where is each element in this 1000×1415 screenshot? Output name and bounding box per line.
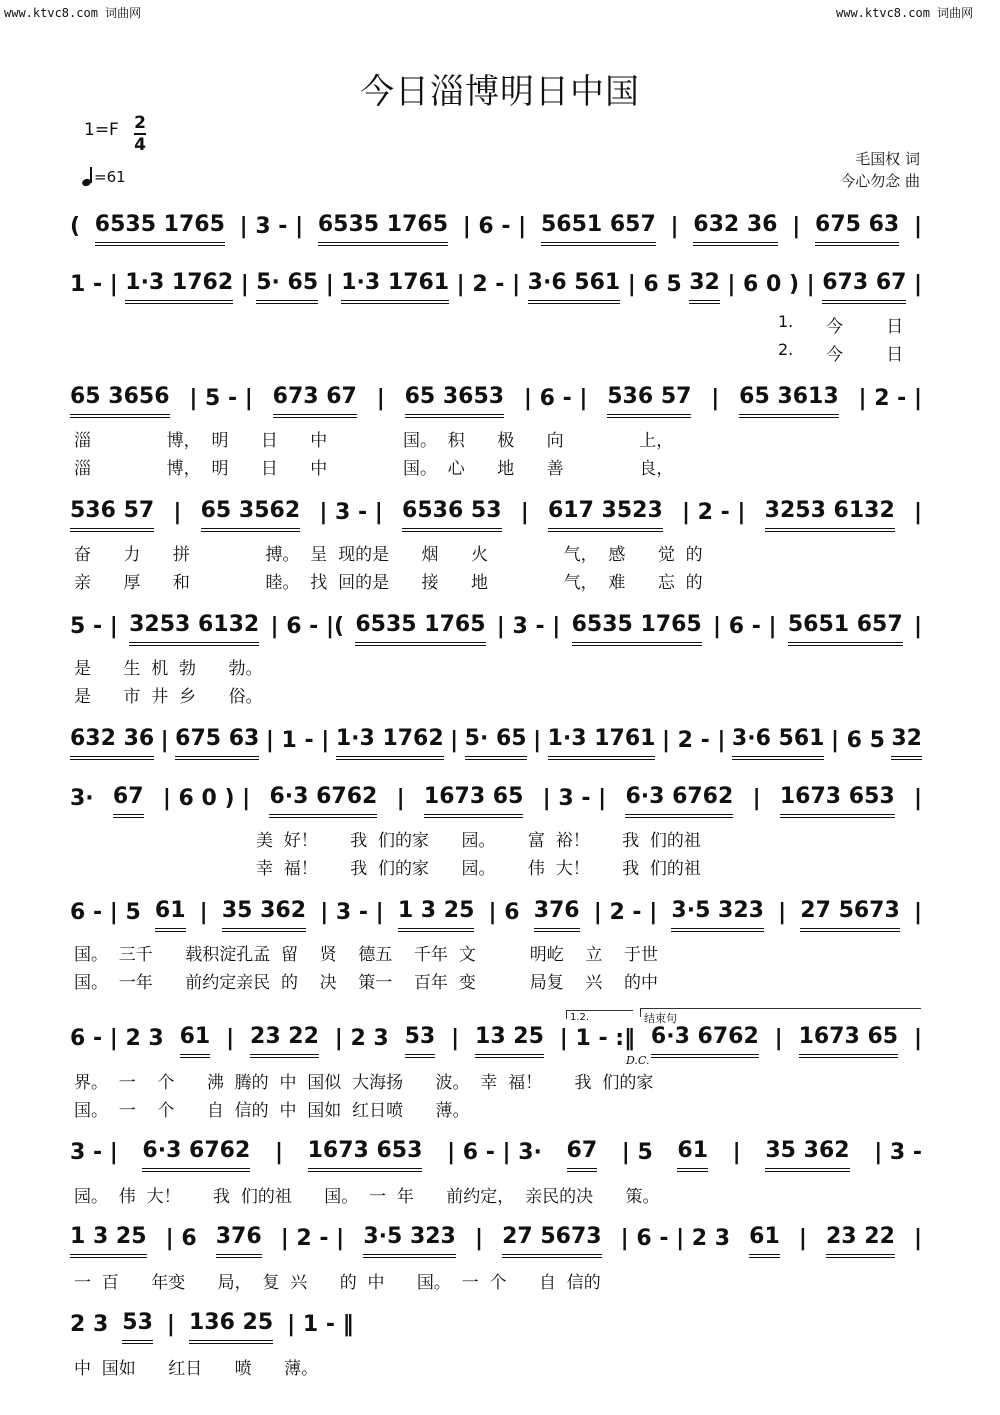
notation-row [70,612,928,642]
note-group: 673 67 [822,270,906,304]
barline-rest: | [711,386,720,411]
note-group: 65 3656 [70,384,170,418]
barline-rest: | [752,786,761,811]
note-group: 3·6 561 [732,726,825,760]
barline-rest: | [173,500,182,525]
barline-rest: | [160,728,169,753]
barline-rest: | [913,900,922,925]
note-group: 632 36 [693,212,777,246]
barline-rest: 6 - | 5 [70,900,141,925]
barline-rest: | 6 0 ) | [162,786,251,811]
note-group: 1·3 1762 [125,270,233,304]
barline-rest: 2 3 [70,1312,109,1337]
barline-rest: | [450,728,459,753]
note-group: 61 [677,1138,708,1172]
notation-row [70,1024,928,1054]
barline-rest: | [913,786,922,811]
song-title: 今日淄博明日中国 [360,72,640,112]
ending-label: 结束句 [644,1012,677,1025]
barline-rest: | 3 - [874,1140,922,1165]
note-group: 5· 65 [465,726,527,760]
note-group: 32 [689,270,720,304]
barline-rest: | [396,786,405,811]
notation-row [70,784,928,814]
barline-rest: | 6 - |( [270,614,345,639]
barline-rest: | 1 - ‖ [287,1312,354,1337]
barline-rest: | [199,900,208,925]
time-top: 2 [134,113,146,133]
note-group: 1673 65 [424,784,524,818]
note-group: 6·3 6762 [142,1138,250,1172]
barline-rest: | [913,500,922,525]
verse-number-2: 2. [778,340,794,359]
barline-rest: | 2 - | [661,728,726,753]
note-group: 1 3 25 [398,898,475,932]
lyric-line: 幸 福！ 我 们的家 园。 伟 大！ 我 们的祖 [256,859,701,879]
note-group: 65 3653 [405,384,505,418]
note-group: 6535 1765 [355,612,485,646]
note-group: 27 5673 [800,898,900,932]
barline-rest: | 2 3 [334,1026,389,1051]
barline-rest: | [274,1140,283,1165]
note-group: 3·5 323 [363,1224,456,1258]
lyric-line: 界。 一 个 沸 腾的 中 国似 大海扬 波。 幸 福！ 我 们的家 [74,1073,654,1093]
barline-rest: | [451,1026,460,1051]
note-group: 376 [534,898,580,932]
notation-row [70,1310,928,1340]
barline-rest: | 1 - | [265,728,330,753]
barline-rest: | [798,1226,807,1251]
verse-number-1: 1. [778,312,794,331]
note-group: 6536 53 [402,498,502,532]
lyric-line: 国。 一 个 自 信的 中 国如 红日喷 薄。 [74,1101,470,1121]
barline-rest: | 6 - | [523,386,588,411]
lyric-line: 亲 厚 和 睦。 找 回的是 接 地 气， 难 忘 的 [74,573,703,593]
barline-rest: | [520,500,529,525]
volta-label: 1.2. [570,1012,590,1023]
note-group: 6535 1765 [318,212,448,246]
barline-rest: | 6 - | [713,614,777,639]
barline-rest: | [533,728,542,753]
barline-rest: | 6 [165,1226,197,1251]
lyric-line: 国。 三千 载积淀孔孟 留 贤 德五 千年 文 明屹 立 于世 [74,945,658,965]
barline-rest: | [913,1226,922,1251]
quarter-note-icon [82,168,94,186]
barline-rest: 5 - | [70,614,118,639]
note-group: 536 57 [607,384,691,418]
barline-rest: | 1 - :‖ [559,1026,636,1051]
watermark-left: www.ktvc8.com 词曲网 [4,6,142,20]
barline-rest: | 3 - | [320,900,384,925]
note-group: 61 [155,898,186,932]
note-group: 67 [113,784,144,818]
tempo-marking [82,168,126,186]
note-group: 1 3 25 [70,1224,147,1258]
note-group: 35 362 [222,898,306,932]
note-group: 61 [180,1024,211,1058]
barline-rest: | 3 - | [542,786,607,811]
barline-rest: | 5 - | [189,386,253,411]
barline-rest: | [774,1026,783,1051]
note-group: 3·5 323 [671,898,764,932]
note-group: 23 22 [250,1024,319,1058]
barline-rest: | 6 0 ) | [727,272,815,297]
notation-row [70,384,928,414]
note-group: 536 57 [70,498,154,532]
note-group: 32 [891,726,922,760]
barline-rest: | [732,1140,741,1165]
tempo-value: =61 [94,168,126,186]
note-group: 27 5673 [502,1224,602,1258]
barline-rest: | 3 - | [319,500,383,525]
note-group: 1673 65 [799,1024,899,1058]
note-group: 3·6 561 [528,270,621,304]
barline-rest: | 5 [621,1140,653,1165]
lyric-line: 园。 伟 大！ 我 们的祖 国。 一 年 前约定， 亲民的决 策。 [74,1187,660,1207]
note-group: 1·3 1761 [341,270,449,304]
barline-rest: | 6 - | 2 3 [620,1226,731,1251]
barline-rest: | [792,214,801,239]
composer: 今心勿念 曲 [840,172,920,190]
barline-rest: | [670,214,679,239]
note-group: 632 36 [70,726,154,760]
barline-rest: | 2 - | [280,1226,345,1251]
barline-rest: | 6 - | 3· [447,1140,542,1165]
note-group: 67 [567,1138,598,1172]
note-group: 617 3523 [548,498,663,532]
lyric-line: 今 日 [826,345,904,365]
lyricist: 毛国权 词 [855,150,920,168]
notation-row [70,898,928,928]
ending-bracket [640,1008,921,1017]
lyric-line: 是 生 机 勃 勃。 [74,659,263,679]
lyric-line: 美 好！ 我 们的家 园。 富 裕！ 我 们的祖 [256,831,701,851]
note-group: 5651 657 [541,212,656,246]
note-group: 136 25 [189,1310,273,1344]
time-bottom: 4 [134,135,146,155]
note-group: 65 3613 [739,384,839,418]
note-group: 5651 657 [788,612,903,646]
watermark-right: www.ktvc8.com 词曲网 [836,6,974,20]
note-group: 1·3 1762 [336,726,444,760]
barline-rest: | [913,1026,922,1051]
note-group: 35 362 [765,1138,849,1172]
lyric-line: 今 日 [826,317,904,337]
credits [840,148,920,192]
notation-row [70,726,928,756]
note-group: 673 67 [273,384,357,418]
lyric-line: 淄 博， 明 日 中 国。 心 地 善 良， [74,459,674,479]
barline-rest: | [778,900,787,925]
lyric-line: 中 国如 红日 喷 薄。 [74,1359,319,1379]
lyric-line: 奋 力 拼 搏。 呈 现的是 烟 火 气， 感 觉 的 [74,545,703,565]
barline-rest: | 2 - | [858,386,922,411]
note-group: 5· 65 [256,270,318,304]
note-group: 13 25 [475,1024,544,1058]
note-group: 53 [122,1310,153,1344]
barline-rest: | [226,1026,235,1051]
barline-rest: 6 - | 2 3 [70,1026,164,1051]
note-group: 6·3 6762 [651,1024,759,1058]
barline-rest: | [474,1226,483,1251]
lyric-line: 一 百 年变 局， 复 兴 的 中 国。 一 个 自 信的 [74,1273,601,1293]
barline-rest: | 3 - | [239,214,304,239]
barline-rest: 3· [70,786,94,811]
dc-marking: D.C. [626,1054,650,1067]
barline-rest: | [913,214,922,239]
note-group: 675 63 [175,726,259,760]
note-group: 3253 6132 [129,612,259,646]
note-group: 3253 6132 [765,498,895,532]
barline-rest: | [376,386,385,411]
note-group: 6535 1765 [572,612,702,646]
note-group: 376 [216,1224,262,1258]
barline-rest: | 6 5 [627,272,682,297]
lyric-line: 是 市 井 乡 俗。 [74,687,263,707]
barline-rest: | 6 [488,900,520,925]
barline-rest: 1 - | [70,272,118,297]
barline-rest: | [913,614,922,639]
notation-row [70,212,928,242]
barline-rest: | [913,272,922,297]
notation-row [70,1138,928,1168]
barline-rest: 3 - | [70,1140,118,1165]
note-group: 1·3 1761 [548,726,656,760]
lyric-line: 国。 一年 前约定亲民 的 决 策一 百年 变 局复 兴 的中 [74,973,658,993]
note-group: 65 3562 [201,498,301,532]
note-group: 675 63 [815,212,899,246]
time-signature [134,114,146,154]
lyric-line: 淄 博， 明 日 中 国。 积 极 向 上， [74,431,674,451]
barline-rest: | 6 5 [830,728,885,753]
barline-rest: | [166,1312,175,1337]
note-group: 1673 653 [308,1138,423,1172]
barline-rest: | 2 - | [681,500,746,525]
notation-row [70,270,928,300]
barline-rest: | 2 - | [593,900,658,925]
note-group: 6·3 6762 [625,784,733,818]
notation-row [70,1224,928,1254]
barline-rest: ( [70,214,81,239]
key-signature: 1=F [84,120,119,140]
barline-rest: | 2 - | [456,272,521,297]
barline-rest: | 3 - | [496,614,561,639]
barline-rest: | 6 - | [462,214,527,239]
note-group: 23 22 [826,1224,895,1258]
barline-rest: | [325,272,334,297]
barline-rest: | [240,272,249,297]
note-group: 1673 653 [780,784,895,818]
note-group: 53 [405,1024,436,1058]
note-group: 6535 1765 [95,212,225,246]
notation-row [70,498,928,528]
note-group: 6·3 6762 [269,784,377,818]
note-group: 61 [749,1224,780,1258]
